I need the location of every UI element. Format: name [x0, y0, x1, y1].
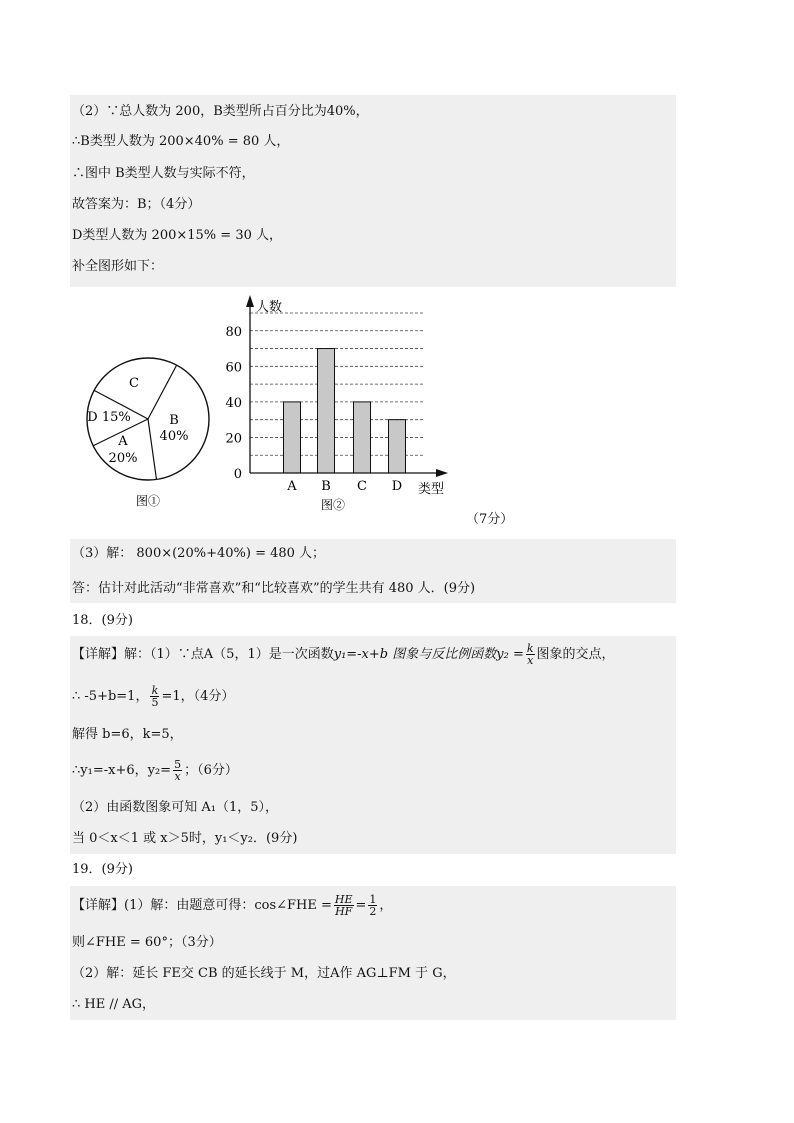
- q18-line-6: 当 0＜x＜1 或 x＞5时，y₁＜y₂．(9分): [72, 831, 298, 846]
- q18-header: 18．(9分): [72, 613, 133, 628]
- frac-num: k: [151, 684, 159, 697]
- q19-l1a: 【详解】(1）解：由题意可得：cos∠FHE =: [72, 898, 332, 913]
- x-tick-label: A: [287, 479, 297, 494]
- q18-l1a: 【详解】解：（1）∵点: [72, 647, 204, 662]
- q18-line-4: [72, 756, 238, 786]
- q19-eq: =: [355, 898, 367, 913]
- y-axis-label: 人数: [256, 300, 283, 315]
- q18-l1-fraction: [526, 643, 535, 666]
- bar-chart: [225, 295, 448, 512]
- frac-den: x: [174, 770, 181, 783]
- part2-line-6: 补全图形如下：: [72, 259, 164, 274]
- q19-l1b: ，: [379, 898, 393, 913]
- frac-den: x: [527, 654, 534, 667]
- q18-l1b: A（5，1）是一次函数: [203, 647, 334, 662]
- q18-l4-fraction: [173, 759, 182, 782]
- bar-A: [284, 402, 301, 473]
- part2-line-4: 故答案为：B；（4分）: [72, 197, 201, 212]
- statistics-figure: [72, 287, 464, 524]
- q18-l2b: =1，（4分）: [161, 689, 235, 704]
- q19-fraction-2: [368, 894, 377, 917]
- y-tick-label: 40: [225, 395, 242, 411]
- x-tick-label: C: [357, 479, 367, 494]
- q18-line-2: [72, 682, 234, 712]
- q18-l2-fraction: [150, 685, 159, 708]
- frac-den: 2: [369, 905, 377, 918]
- pie-caption: 图①: [135, 494, 161, 508]
- frac-num: 5: [174, 758, 182, 771]
- y-axis-arrow: [246, 295, 254, 307]
- pie-label-A-pct: 20%: [108, 451, 138, 466]
- q18-l4b: ；（6分）: [184, 763, 238, 778]
- y-tick-label: 20: [225, 431, 242, 447]
- pie-label-C: C: [129, 376, 139, 391]
- bar-C: [354, 402, 371, 473]
- bar-B: [318, 349, 335, 473]
- part2-line-1: （2）∵总人数为 200，B类型所占百分比为40%，: [72, 104, 369, 119]
- q18-l4a: ∴y₁=-x+6，y₂=: [72, 763, 172, 778]
- q18-l2a: ∴ -5+b=1，: [72, 689, 149, 704]
- x-tick-label: D: [391, 479, 403, 494]
- figure-svg: [72, 287, 464, 524]
- q19-fraction-1: [334, 894, 354, 917]
- q18-line-1: [72, 640, 615, 670]
- part2-line-3: ∴图中 B类型人数与实际不符，: [72, 166, 255, 181]
- part3-line-2: 答：估计对此活动“非常喜欢”和“比较喜欢”的学生共有 480 人．(9分): [72, 581, 476, 596]
- q19-line-2: 则∠FHE = 60°；（3分）: [72, 935, 222, 950]
- bar-D: [389, 420, 406, 473]
- q19-header: 19．(9分): [72, 862, 133, 877]
- part2-line-2: ∴B类型人数为 200×40% = 80 人，: [72, 134, 290, 149]
- frac-num: k: [526, 642, 534, 655]
- y-tick-label: 60: [225, 360, 242, 376]
- frac-den: HF: [335, 905, 353, 918]
- part2-line-5: D类型人数为 200×15% = 30 人，: [72, 228, 282, 243]
- q19-line-1: [72, 891, 392, 921]
- x-tick-label: B: [321, 479, 331, 494]
- pie-chart: [87, 358, 209, 480]
- pie-label-A: A: [118, 434, 128, 449]
- x-axis-label: 类型: [418, 482, 445, 497]
- frac-den: 5: [151, 696, 159, 709]
- q18-l1d: y₂ =: [496, 647, 524, 662]
- figure-score: （7分）: [466, 512, 514, 527]
- q18-line-3: 解得 b=6，k=5，: [72, 727, 183, 742]
- y-tick-label: 0: [233, 467, 242, 482]
- bar-caption: 图②: [320, 498, 346, 512]
- q18-l1c: y₁=-x+b 图象与反比例函数: [333, 647, 497, 662]
- q18-line-5: （2）由函数图象可知 A₁（1，5），: [72, 800, 279, 815]
- x-axis-arrow: [436, 469, 448, 477]
- q18-l1e: 图象的交点，: [536, 647, 615, 662]
- y-tick-label: 80: [225, 324, 242, 340]
- frac-num: HE: [334, 893, 353, 906]
- q19-line-4: ∴ HE // AG，: [72, 997, 156, 1012]
- pie-label-D: D 15%: [87, 410, 131, 425]
- pie-label-B: B: [169, 413, 179, 428]
- part3-line-1: （3）解： 800×(20%+40%) = 480 人；: [72, 546, 326, 561]
- frac-num: 1: [369, 893, 377, 906]
- q19-line-3: （2）解：延长 FE交 CB 的延长线于 M，过A作 AG⊥FM 于 G，: [72, 966, 456, 981]
- pie-label-B-pct: 40%: [159, 429, 189, 444]
